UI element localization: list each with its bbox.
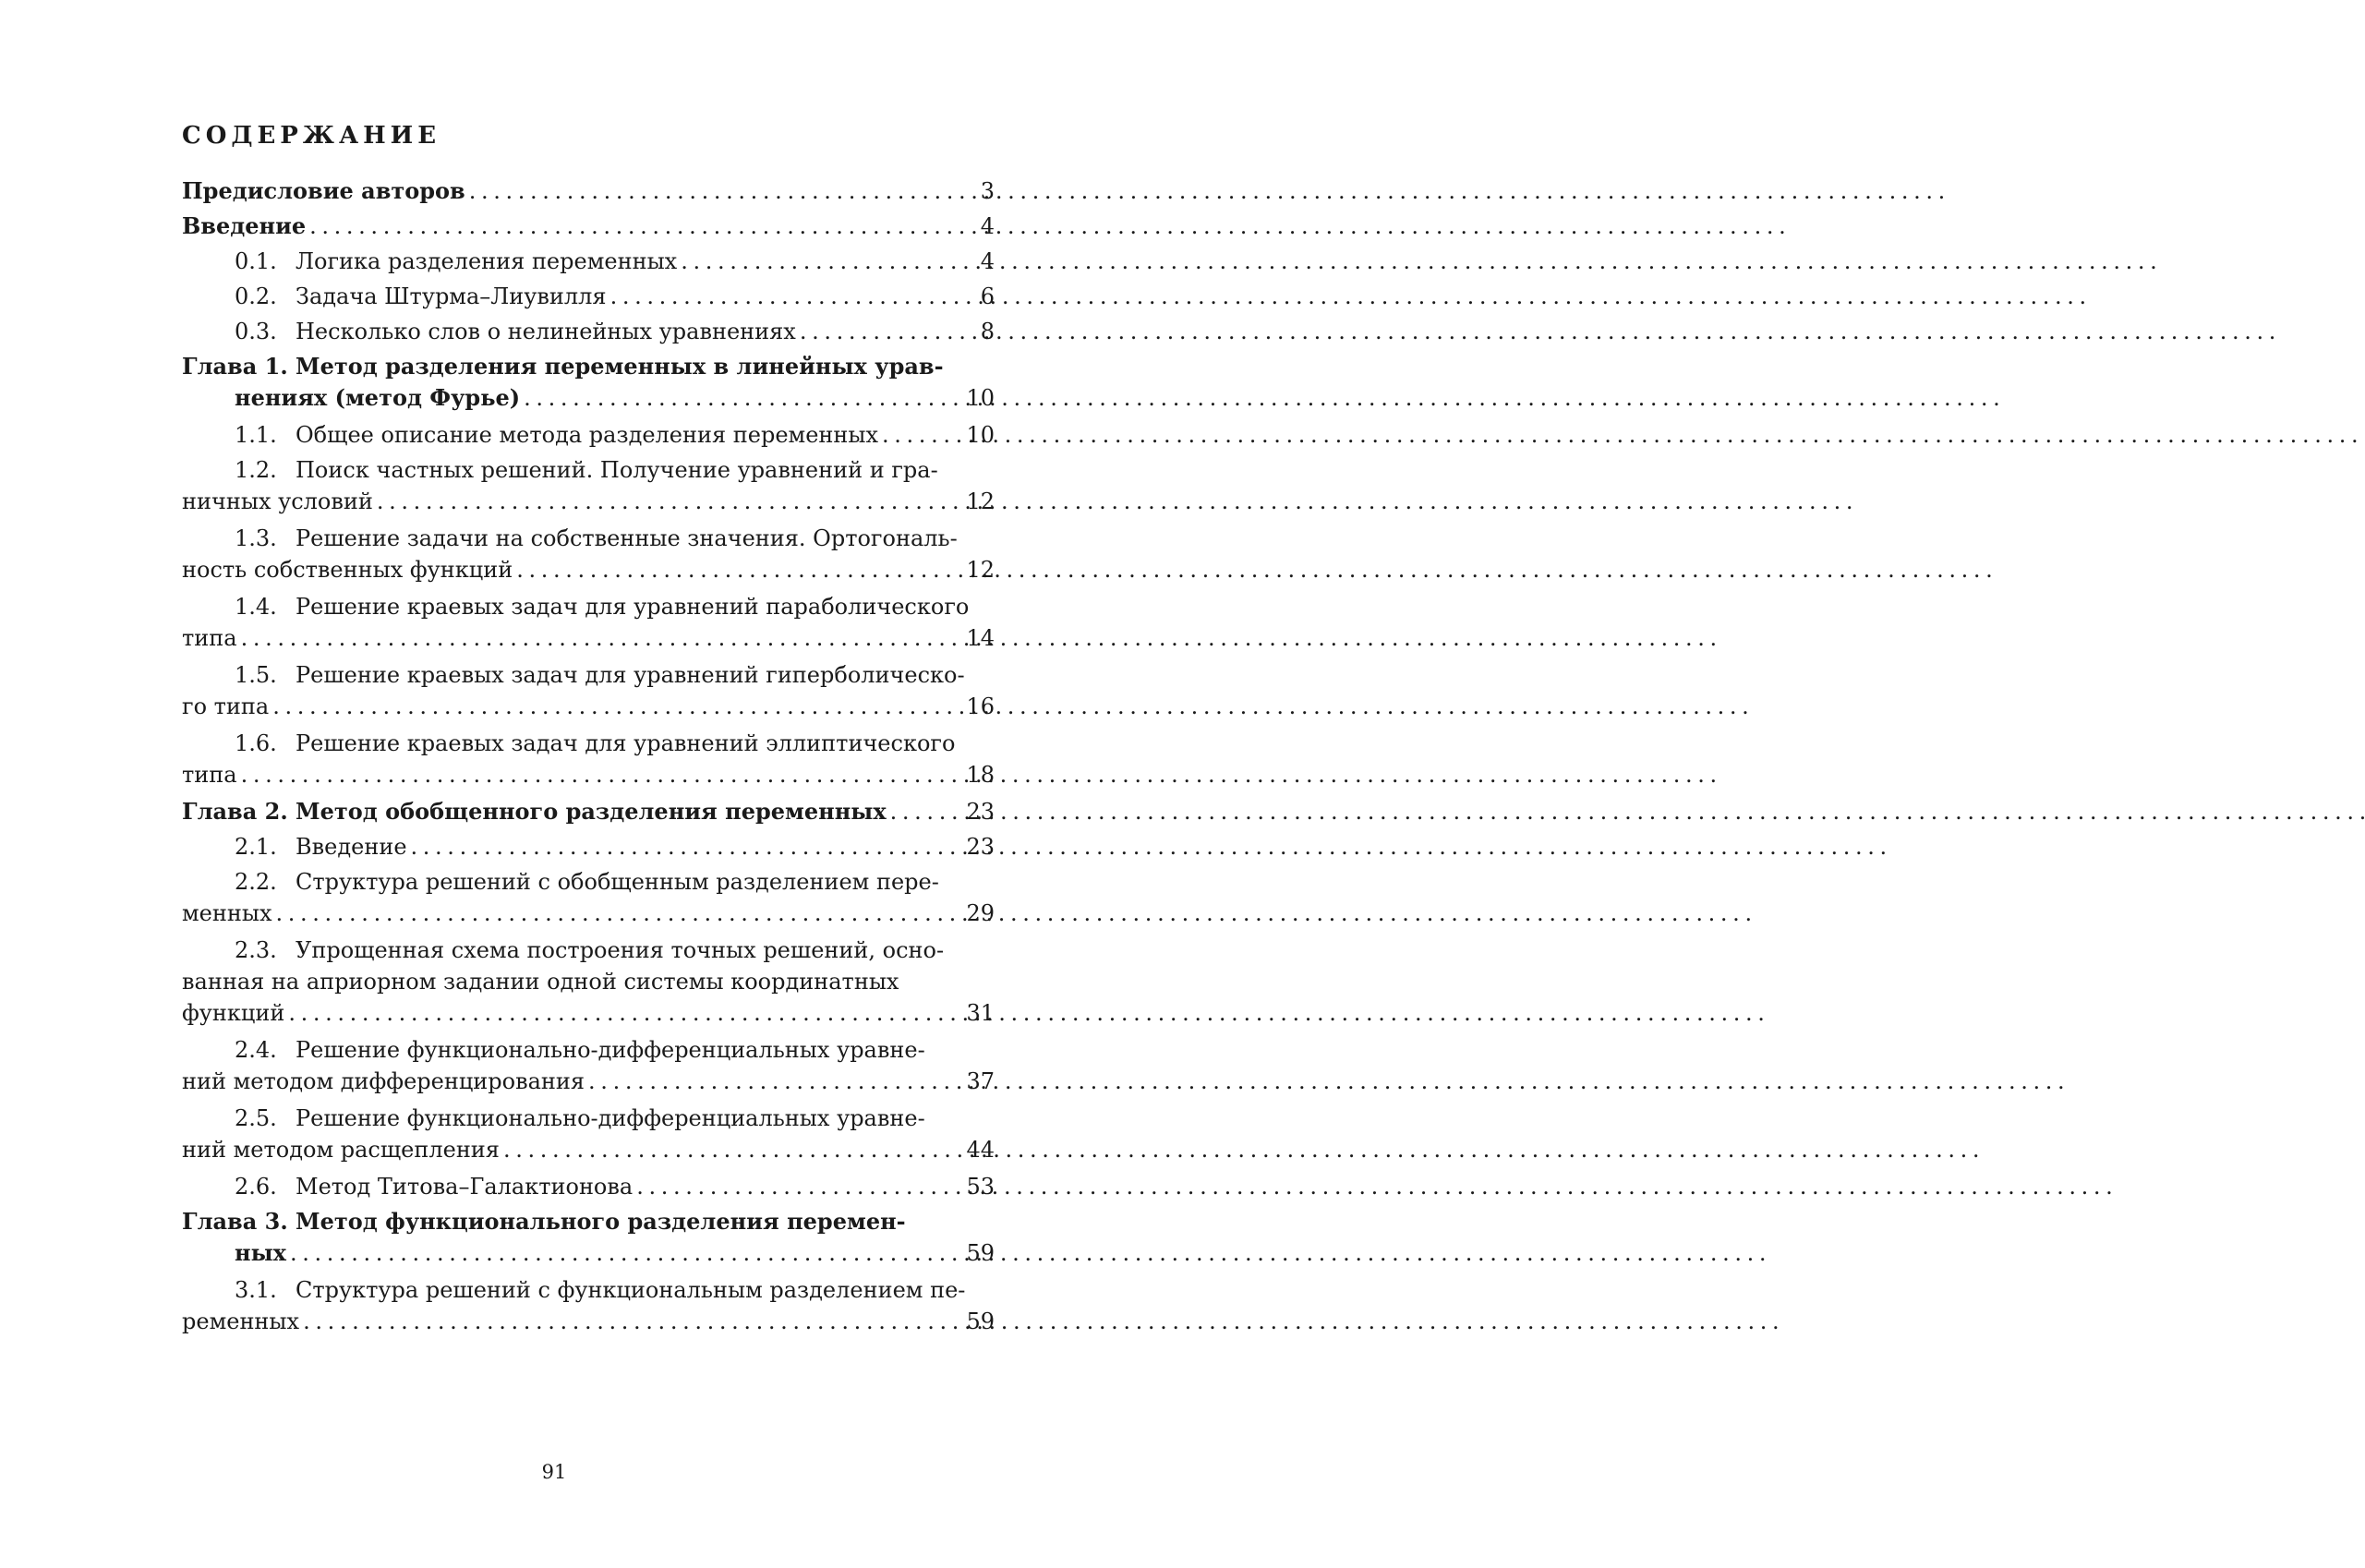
- toc-title: СОДЕРЖАНИЕ: [182, 122, 441, 150]
- toc-entry-title: Введение: [182, 212, 307, 239]
- toc-section-number: 1.3.: [235, 525, 277, 551]
- toc-dot-leader: [290, 1237, 943, 1269]
- toc-page-number: 59: [966, 1240, 995, 1266]
- toc-page-number: 3: [980, 178, 995, 204]
- toc-dot-leader: [800, 316, 943, 347]
- toc-section-number: 2.2.: [235, 869, 277, 895]
- toc-entry-title: Упрощенная схема построения точных решений, осно-: [296, 937, 945, 963]
- toc-entry-title: Решение функционально-дифференциальных уравне-: [296, 1105, 925, 1131]
- toc-section-number: 1.4.: [235, 594, 277, 620]
- toc-section-number: 1.2.: [235, 457, 277, 483]
- toc-page-number: 10: [966, 385, 995, 411]
- toc-entry-title: ничных условий: [182, 488, 373, 514]
- toc-entry-title: Поиск частных решений. Получение уравнений и гра-: [296, 457, 938, 483]
- toc-entry-title: Логика разделения переменных: [296, 248, 678, 274]
- toc-entry-title: го типа: [182, 694, 270, 719]
- toc-dot-leader: [610, 281, 943, 312]
- toc-entry-title: ванная на априорном задании одной системы координатных: [182, 969, 899, 995]
- toc-entry-title: типа: [182, 625, 237, 651]
- toc-section-number: 0.1.: [235, 248, 277, 274]
- toc-section-entry[interactable]: [182, 1103, 995, 1165]
- toc-section-number: 2.1.: [235, 834, 277, 860]
- toc-entry-title: ность собственных функций: [182, 557, 513, 583]
- toc-entry-title: ний методом дифференцирования: [182, 1068, 585, 1094]
- toc-section-number: 1.5.: [235, 662, 277, 688]
- toc-section-entry[interactable]: [182, 281, 995, 312]
- toc-dot-leader: [503, 1134, 943, 1165]
- toc-section-entry[interactable]: [182, 728, 995, 790]
- toc-entry-title: функций: [182, 1000, 285, 1026]
- toc-page-number: 4: [980, 213, 995, 239]
- toc-page-number: 18: [966, 762, 995, 788]
- toc-entry-title: Задача Штурма–Лиувилля: [296, 283, 607, 309]
- toc-entry-title: Структура решений с функциональным разделением пе-: [296, 1277, 966, 1303]
- toc-section-number: 0.3.: [235, 319, 277, 344]
- toc-entry-title: типа: [182, 762, 237, 788]
- toc-entry-title: Решение краевых задач для уравнений гиперболическо-: [296, 662, 965, 688]
- toc-dot-leader: [272, 691, 943, 722]
- toc-page-number: 37: [966, 1068, 995, 1094]
- toc-chapter-entry[interactable]: [182, 351, 995, 414]
- toc-section-number: 2.6.: [235, 1174, 277, 1200]
- toc-entry-title: Метод Титова–Галактионова: [296, 1174, 633, 1200]
- toc-page-number: 23: [966, 834, 995, 860]
- toc-section-number: 2.3.: [235, 937, 277, 963]
- toc-page-number: 12: [966, 557, 995, 583]
- toc-page-number: 53: [966, 1174, 995, 1200]
- toc-entry-title: Несколько слов о нелинейных уравнениях: [296, 319, 796, 344]
- toc-dot-leader: [241, 622, 943, 654]
- toc-dot-leader: [241, 759, 943, 790]
- toc-entry-title: Решение задачи на собственные значения. Ортогональ-: [296, 525, 958, 551]
- toc-page-number: 14: [966, 625, 995, 651]
- toc-dot-leader: [516, 554, 943, 585]
- toc-chapter-entry[interactable]: [182, 1206, 995, 1269]
- toc-dot-leader: [309, 211, 943, 242]
- toc-section-number: 1.1.: [235, 422, 277, 448]
- toc-section-number: 1.6.: [235, 730, 277, 756]
- toc-page-number: 6: [980, 283, 995, 309]
- toc-entry-title: Глава 1. Метод разделения переменных в линейных урав-: [182, 353, 944, 380]
- toc-page-number: 44: [966, 1137, 995, 1163]
- toc-entry-title: ний методом расщепления: [182, 1137, 500, 1163]
- toc-entry-title: Общее описание метода разделения переменных: [296, 422, 879, 448]
- toc-section-entry[interactable]: [182, 316, 995, 347]
- toc-entry-title: ременных: [182, 1309, 300, 1334]
- toc-entry-title: менных: [182, 900, 272, 926]
- toc-section-number: 0.2.: [235, 283, 277, 309]
- toc-dot-leader: [276, 898, 944, 929]
- toc-entry-title: Предисловие авторов: [182, 177, 465, 204]
- toc-section-entry[interactable]: [182, 1034, 995, 1097]
- toc-dot-leader: [288, 997, 943, 1029]
- toc-page-number: 23: [966, 799, 995, 825]
- toc-dot-leader: [588, 1066, 943, 1097]
- toc-section-number: 3.1.: [235, 1277, 277, 1303]
- toc-section-entry[interactable]: [182, 591, 995, 654]
- toc-page-number: 16: [966, 694, 995, 719]
- page-number: 91: [541, 1461, 567, 1483]
- toc-entry-title: Структура решений с обобщенным разделением пере-: [296, 869, 939, 895]
- toc-section-entry[interactable]: [182, 866, 995, 929]
- toc-entry-title: Глава 2. Метод обобщенного разделения переменных: [182, 798, 887, 825]
- toc-chapter-entry[interactable]: [182, 796, 995, 827]
- toc-page-number: 29: [966, 900, 995, 926]
- toc-entry-title: Решение функционально-дифференциальных уравне-: [296, 1037, 925, 1063]
- document-page: [0, 0, 1108, 1568]
- toc-entry-title: Решение краевых задач для уравнений эллиптического: [296, 730, 956, 756]
- toc-page-number: 12: [966, 488, 995, 514]
- toc-page-number: 8: [980, 319, 995, 344]
- toc-dot-leader: [469, 175, 943, 207]
- toc-dot-leader: [377, 486, 943, 517]
- toc-entry-title: ных: [235, 1239, 286, 1266]
- toc-section-entry[interactable]: [182, 1274, 995, 1337]
- toc-dot-leader: [636, 1171, 943, 1202]
- toc-section-entry[interactable]: [182, 935, 995, 1029]
- toc-entry-title: Глава 3. Метод функционального разделения перемен-: [182, 1208, 906, 1235]
- toc-section-entry[interactable]: [182, 1171, 995, 1202]
- toc-chapter-entry[interactable]: [182, 211, 995, 242]
- toc-page-number: 59: [966, 1309, 995, 1334]
- toc-dot-leader: [882, 419, 943, 451]
- toc-page-number: 4: [980, 248, 995, 274]
- toc-section-entry[interactable]: [182, 659, 995, 722]
- toc-section-number: 2.5.: [235, 1105, 277, 1131]
- toc-page-number: 10: [966, 422, 995, 448]
- toc-dot-leader: [890, 796, 943, 827]
- toc-section-number: 2.4.: [235, 1037, 277, 1063]
- toc-dot-leader: [303, 1306, 943, 1337]
- toc-section-entry[interactable]: [182, 454, 995, 517]
- toc-entry-title: Введение: [296, 834, 407, 860]
- toc-entry-title: Решение краевых задач для уравнений параболического: [296, 594, 970, 620]
- toc-section-entry[interactable]: [182, 246, 995, 277]
- toc-section-entry[interactable]: [182, 523, 995, 585]
- toc-chapter-entry[interactable]: [182, 175, 995, 207]
- toc-dot-leader: [524, 382, 943, 414]
- toc-dot-leader: [411, 831, 943, 862]
- toc-section-entry[interactable]: [182, 831, 995, 862]
- toc-dot-leader: [681, 246, 943, 277]
- toc-page-number: 31: [966, 1000, 995, 1026]
- toc-section-entry[interactable]: [182, 419, 995, 451]
- toc-entry-title: нениях (метод Фурье): [235, 384, 521, 411]
